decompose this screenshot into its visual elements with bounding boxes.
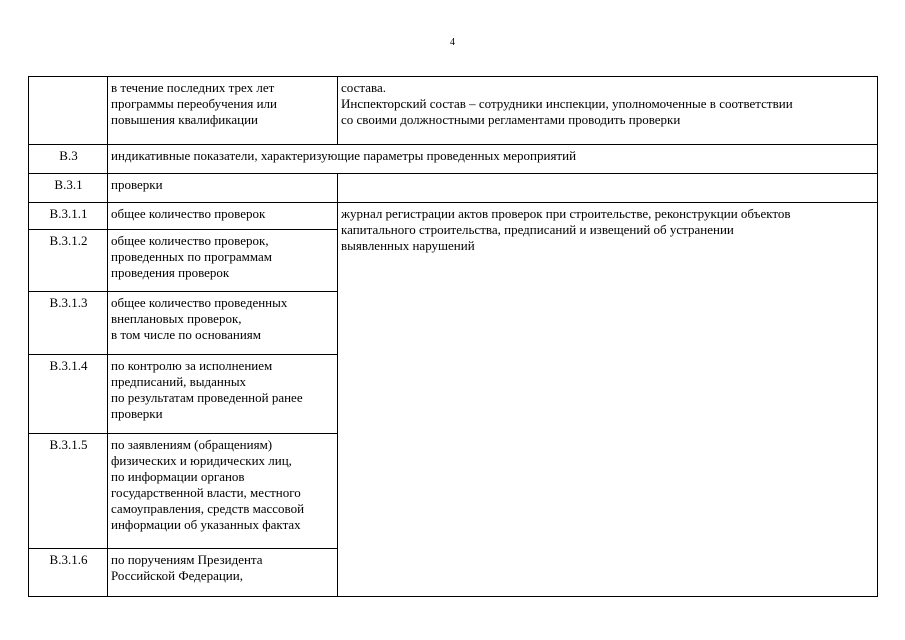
row-name: общее количество проведенных внеплановых проверок, в том числе по основаниям: [108, 292, 338, 355]
row-code: В.3.1.6: [29, 549, 108, 597]
row-source: [338, 174, 878, 203]
table-row: [29, 77, 878, 145]
row-code: В.3.1.5: [29, 434, 108, 549]
row-code: В.3.1: [29, 174, 108, 203]
page-number: 4: [450, 37, 455, 48]
table-row: [29, 203, 878, 230]
row-code: [29, 77, 108, 145]
merged-source-cell: журнал регистрации актов проверок при строительстве, реконструкции объектов капитального строительства, предписаний и извещений об устранении выявленных нарушений: [338, 203, 878, 597]
row-code: В.3.1.4: [29, 355, 108, 434]
row-name: в течение последних трех лет программы переобучения или повышения квалификации: [108, 77, 338, 145]
row-name: общее количество проверок: [108, 203, 338, 230]
row-code: В.3.1.2: [29, 230, 108, 292]
row-code: В.3.1.3: [29, 292, 108, 355]
row-name: по поручениям Президента Российской Федерации,: [108, 549, 338, 597]
row-code: В.3: [29, 145, 108, 174]
section-heading: индикативные показатели, характеризующие параметры проведенных мероприятий: [108, 145, 878, 174]
table-row: [29, 174, 878, 203]
row-source: состава. Инспекторский состав – сотрудники инспекции, уполномоченные в соответствии со своими должностными регламентами проводить проверки: [338, 77, 878, 145]
table-row: [29, 145, 878, 174]
row-code: В.3.1.1: [29, 203, 108, 230]
row-name: проверки: [108, 174, 338, 203]
row-name: по заявлениям (обращениям) физических и юридических лиц, по информации органов государственной власти, местного самоуправления, средств массовой информации об указанных фактах: [108, 434, 338, 549]
row-name: по контролю за исполнением предписаний, выданных по результатам проведенной ранее проверки: [108, 355, 338, 434]
indicators-table: [28, 76, 878, 597]
row-name: общее количество проверок, проведенных по программам проведения проверок: [108, 230, 338, 292]
